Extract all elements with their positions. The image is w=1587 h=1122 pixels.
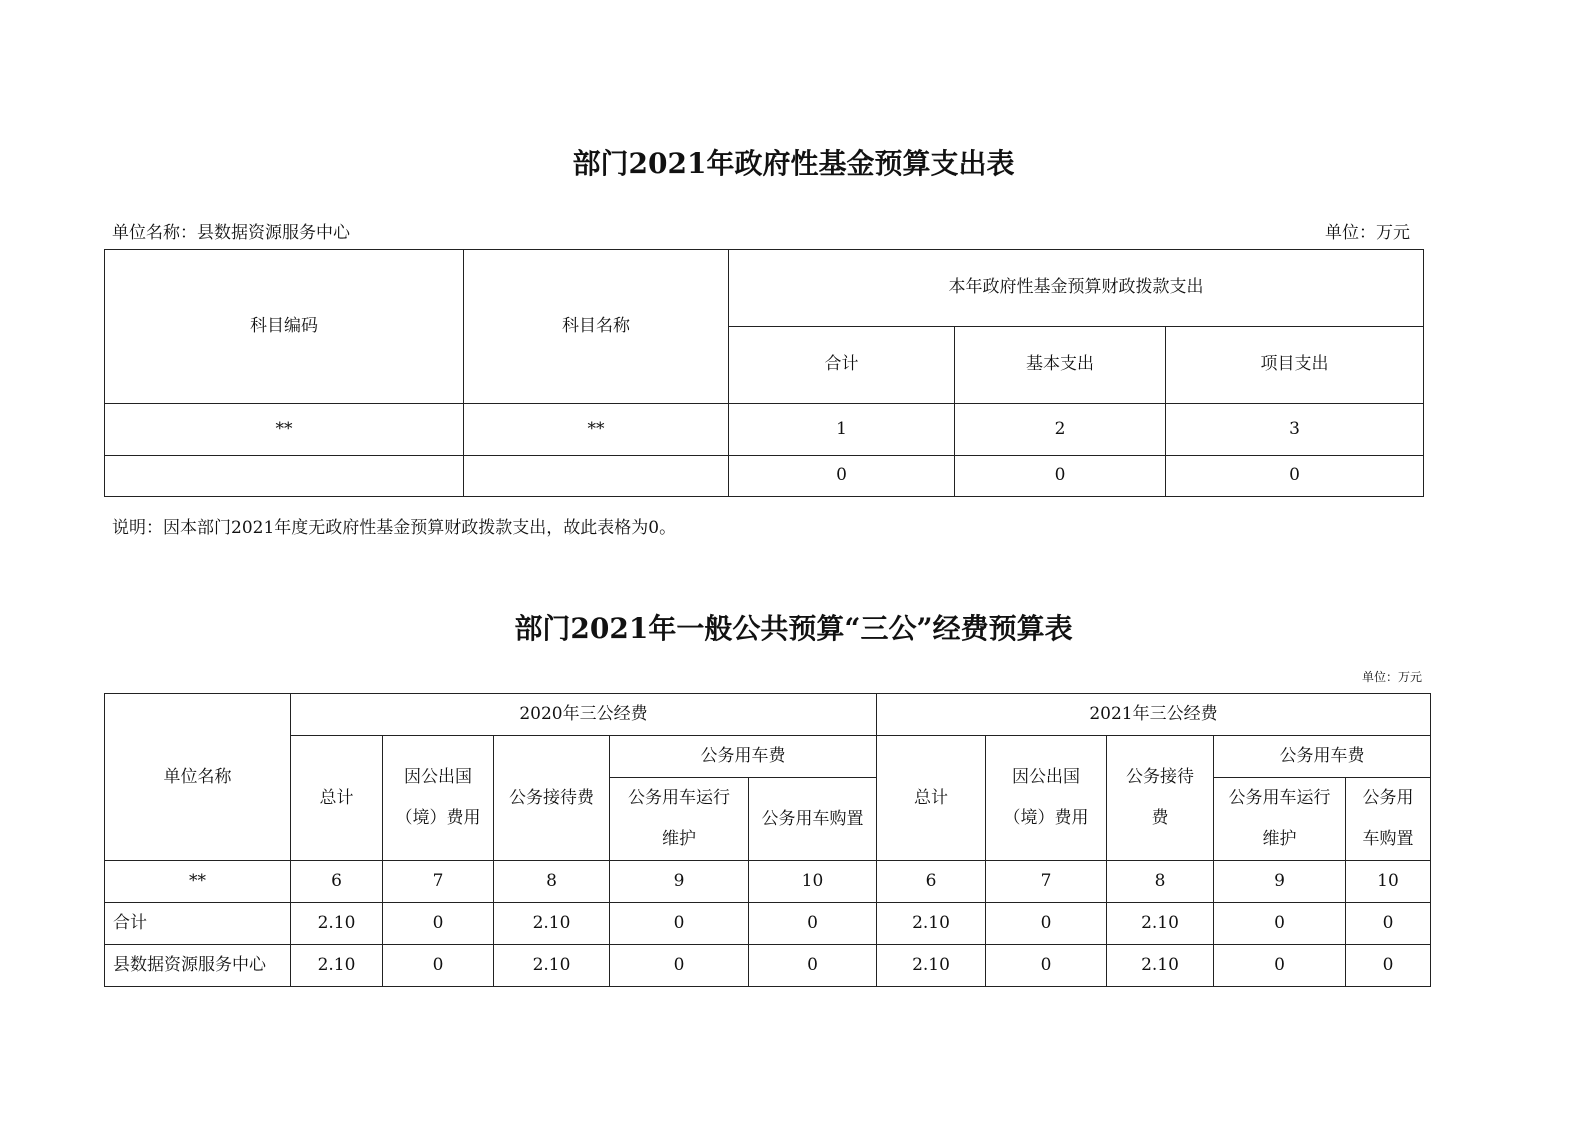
- header-2021-abroad: 因公出国 （境）费用: [986, 736, 1107, 861]
- header-project-expenditure: 项目支出: [1166, 327, 1424, 404]
- table-cell: 8: [1107, 861, 1214, 903]
- table-cell: 0: [749, 945, 877, 987]
- header-2020-car: 公务用车费: [610, 736, 877, 778]
- table-cell: 0: [383, 945, 494, 987]
- header-2020-total: 总计: [291, 736, 383, 861]
- table-cell: 2.10: [877, 945, 986, 987]
- unit-label-1: 单位：万元: [1325, 223, 1410, 243]
- unit-label-2: 单位：万元: [1362, 670, 1423, 684]
- header-2021-reception: 公务接待 费: [1107, 736, 1214, 861]
- header-2020-car-purchase: 公务用车购置: [749, 778, 877, 861]
- table-cell: 0: [986, 903, 1107, 945]
- table-cell: 2.10: [877, 903, 986, 945]
- table-cell: **: [105, 404, 464, 456]
- row-label: 合计: [105, 903, 291, 945]
- header-subject-code: 科目编码: [105, 250, 464, 404]
- table-row: [105, 404, 1424, 456]
- government-fund-expenditure-table: [104, 249, 1424, 497]
- table-cell: 0: [1214, 903, 1346, 945]
- header-subject-name: 科目名称: [464, 250, 729, 404]
- header-2020-abroad: 因公出国 （境）费用: [383, 736, 494, 861]
- row-label: 县数据资源服务中心: [105, 945, 291, 987]
- table-cell: 0: [1346, 903, 1431, 945]
- header-2020-expenses: 2020年三公经费: [291, 694, 877, 736]
- table-cell: 0: [749, 903, 877, 945]
- header-fund-expenditure-group: 本年政府性基金预算财政拨款支出: [729, 250, 1424, 327]
- table-cell: 2.10: [291, 945, 383, 987]
- table-cell: 2.10: [1107, 903, 1214, 945]
- table-row: [105, 861, 1431, 903]
- header-2020-car-running: 公务用车运行 维护: [610, 778, 749, 861]
- budget-table-2-title: 部门2021年一般公共预算“三公”经费预算表: [514, 612, 1073, 645]
- table-cell: **: [464, 404, 729, 456]
- header-2021-car-purchase: 公务用 车购置: [1346, 778, 1431, 861]
- table-cell: 10: [749, 861, 877, 903]
- table-cell: 3: [1166, 404, 1424, 456]
- table-cell: 0: [1214, 945, 1346, 987]
- table-cell: 7: [383, 861, 494, 903]
- header-basic-expenditure: 基本支出: [955, 327, 1166, 404]
- table-row: [105, 456, 1424, 497]
- table-cell: 6: [291, 861, 383, 903]
- header-2021-total: 总计: [877, 736, 986, 861]
- table-cell: 8: [494, 861, 610, 903]
- table-cell: 0: [383, 903, 494, 945]
- table-cell: 0: [1166, 456, 1424, 497]
- table-cell: 0: [955, 456, 1166, 497]
- table-row: [105, 945, 1431, 987]
- table-1-note: 说明：因本部门2021年度无政府性基金预算财政拨款支出，故此表格为0。: [112, 518, 677, 538]
- table-cell: 0: [610, 903, 749, 945]
- table-cell: 0: [1346, 945, 1431, 987]
- table-cell: 0: [986, 945, 1107, 987]
- table-cell: 9: [610, 861, 749, 903]
- header-unit-name: 单位名称: [105, 694, 291, 861]
- header-2021-car: 公务用车费: [1214, 736, 1431, 778]
- table-cell: 2.10: [291, 903, 383, 945]
- table-cell: [105, 456, 464, 497]
- table-cell: 2.10: [1107, 945, 1214, 987]
- table-cell: 7: [986, 861, 1107, 903]
- budget-table-1-title: 部门2021年政府性基金预算支出表: [572, 147, 1015, 180]
- table-cell: 0: [729, 456, 955, 497]
- table-cell: 9: [1214, 861, 1346, 903]
- table-cell: 1: [729, 404, 955, 456]
- header-2020-reception: 公务接待费: [494, 736, 610, 861]
- table-cell: 6: [877, 861, 986, 903]
- table-cell: [464, 456, 729, 497]
- unit-name-label: 单位名称：县数据资源服务中心: [112, 223, 350, 243]
- table-cell: 2.10: [494, 903, 610, 945]
- three-public-expenses-table: [104, 693, 1431, 987]
- table-cell: 10: [1346, 861, 1431, 903]
- row-label: **: [105, 861, 291, 903]
- table-cell: 0: [610, 945, 749, 987]
- header-total: 合计: [729, 327, 955, 404]
- table-row: [105, 903, 1431, 945]
- table-cell: 2: [955, 404, 1166, 456]
- table-cell: 2.10: [494, 945, 610, 987]
- header-2021-expenses: 2021年三公经费: [877, 694, 1431, 736]
- header-2021-car-running: 公务用车运行 维护: [1214, 778, 1346, 861]
